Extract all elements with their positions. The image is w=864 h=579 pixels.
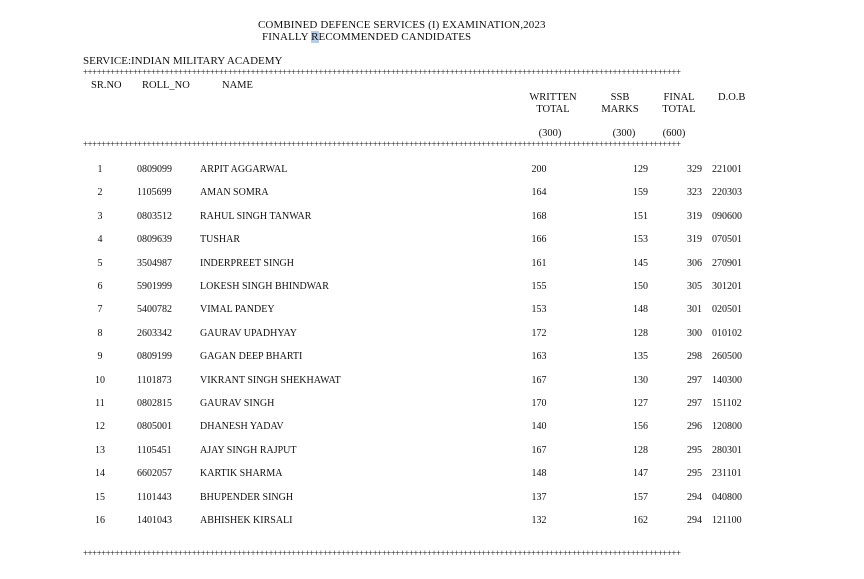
written-total-cell: 200: [531, 164, 547, 175]
written-total-cell: 168: [531, 210, 547, 222]
dob-cell: 270901: [712, 257, 742, 269]
roll-no-cell: 0809199: [137, 351, 172, 363]
col-header-written-line1: WRITTEN: [529, 92, 577, 103]
written-total-cell: 166: [531, 234, 547, 246]
sr-no-cell: 14: [95, 468, 105, 480]
list-subtitle: [262, 31, 471, 43]
candidate-name-cell: VIMAL PANDEY: [200, 304, 275, 316]
ssb-marks-cell: 135: [633, 351, 648, 363]
candidate-name-cell: LOKESH SINGH BHINDWAR: [200, 281, 329, 292]
written-total-cell: 170: [531, 398, 547, 409]
col-header-final: [654, 92, 704, 116]
sr-no-cell: 4: [97, 234, 103, 246]
table-row: [0, 515, 864, 529]
col-header-ssb-line1: SSB: [610, 92, 630, 103]
roll-no-cell: 1105699: [137, 187, 172, 199]
candidate-name-cell: GAGAN DEEP BHARTI: [200, 351, 303, 363]
table-row: [0, 328, 864, 342]
dob-cell: 040800: [712, 491, 742, 503]
ssb-marks-cell: 156: [633, 421, 648, 433]
final-total-cell: 319: [687, 234, 702, 246]
roll-no-cell: 1101873: [137, 374, 172, 386]
col-header-name: NAME: [222, 80, 253, 91]
final-total-cell: 297: [687, 374, 702, 386]
dob-cell: 231101: [712, 468, 742, 480]
ssb-marks-cell: 157: [633, 491, 648, 503]
final-total-cell: 300: [687, 327, 702, 339]
roll-no-cell: 1105451: [137, 444, 172, 456]
table-row: [0, 281, 864, 295]
table-row: [0, 421, 864, 435]
final-total-cell: 298: [687, 351, 702, 363]
candidate-name-cell: RAHUL SINGH TANWAR: [200, 210, 312, 222]
written-max-marks: (300): [538, 128, 562, 139]
candidate-name-cell: GAURAV UPADHYAY: [200, 327, 297, 339]
col-header-written: [524, 92, 582, 116]
dob-cell: 140300: [712, 374, 742, 386]
subtitle-part: ECOMMENDED CANDIDATES: [318, 31, 472, 43]
roll-no-cell: 5400782: [137, 304, 172, 316]
dob-cell: 221001: [712, 164, 742, 175]
sr-no-cell: 8: [97, 327, 103, 339]
candidate-name-cell: ABHISHEK KIRSALI: [200, 515, 293, 526]
candidate-name-cell: ARPIT AGGARWAL: [200, 164, 288, 175]
ssb-marks-cell: 151: [633, 210, 648, 222]
ssb-marks-cell: 128: [633, 327, 648, 339]
subtitle-part: FINALLY: [262, 31, 312, 43]
table-row: [0, 211, 864, 225]
sr-no-cell: 2: [97, 187, 103, 199]
sr-no-cell: 15: [95, 491, 105, 503]
sr-no-cell: 7: [97, 304, 103, 316]
ssb-marks-cell: 129: [633, 164, 648, 175]
col-header-sr: SR.NO: [91, 80, 122, 91]
final-max-marks: (600): [662, 128, 686, 139]
final-total-cell: 296: [687, 421, 702, 433]
sr-no-cell: 9: [97, 351, 103, 363]
written-total-cell: 163: [531, 351, 547, 363]
separator-line: ++++++++++++++++++++++++++++++++++++++++++++++++++++++++++++++++++++++++++++++++++++++++++++++++++++++++++++++++++++++++++++++++++++: [83, 548, 681, 558]
exam-title: COMBINED DEFENCE SERVICES (I) EXAMINATION,2023: [258, 19, 546, 31]
ssb-marks-cell: 145: [633, 257, 648, 269]
table-row: [0, 492, 864, 506]
table-row: [0, 187, 864, 201]
dob-cell: 280301: [712, 444, 742, 456]
dob-cell: 020501: [712, 304, 742, 316]
final-total-cell: 294: [687, 491, 702, 503]
ssb-marks-cell: 127: [633, 398, 648, 409]
dob-cell: 120800: [712, 421, 742, 433]
candidate-name-cell: DHANESH YADAV: [200, 421, 284, 433]
written-total-cell: 153: [531, 304, 547, 316]
ssb-marks-cell: 147: [633, 468, 648, 480]
table-row: [0, 398, 864, 412]
ssb-max-marks: (300): [612, 128, 636, 139]
candidate-name-cell: VIKRANT SINGH SHEKHAWAT: [200, 374, 341, 386]
final-total-cell: 319: [687, 210, 702, 222]
table-row: [0, 468, 864, 482]
written-total-cell: 148: [531, 468, 547, 480]
table-row: [0, 375, 864, 389]
written-total-cell: 172: [531, 327, 547, 339]
text-selection-highlight[interactable]: R: [311, 31, 319, 43]
dob-cell: 090600: [712, 210, 742, 222]
written-total-cell: 164: [531, 187, 547, 199]
roll-no-cell: 2603342: [137, 327, 172, 339]
dob-cell: 260500: [712, 351, 742, 363]
col-header-ssb: [598, 92, 642, 116]
dob-cell: 301201: [712, 281, 742, 292]
dob-cell: 121100: [712, 515, 742, 526]
roll-no-cell: 3504987: [137, 257, 172, 269]
final-total-cell: 306: [687, 257, 702, 269]
table-row: [0, 164, 864, 178]
col-header-roll: ROLL_NO: [142, 80, 190, 91]
written-total-cell: 161: [531, 257, 547, 269]
separator-line: ++++++++++++++++++++++++++++++++++++++++++++++++++++++++++++++++++++++++++++++++++++++++++++++++++++++++++++++++++++++++++++++++++++: [83, 67, 681, 77]
candidate-name-cell: TUSHAR: [200, 234, 241, 246]
final-total-cell: 329: [687, 164, 702, 175]
col-header-dob: D.O.B: [718, 92, 746, 103]
col-header-written-line2: TOTAL: [536, 104, 570, 115]
sr-no-cell: 1: [97, 164, 103, 175]
candidate-name-cell: GAURAV SINGH: [200, 398, 275, 409]
roll-no-cell: 0809099: [137, 164, 172, 175]
candidate-name-cell: INDERPREET SINGH: [200, 257, 294, 269]
ssb-marks-cell: 159: [633, 187, 648, 199]
roll-no-cell: 0805001: [137, 421, 172, 433]
service-label: SERVICE:INDIAN MILITARY ACADEMY: [83, 55, 283, 67]
roll-no-cell: 0809639: [137, 234, 172, 246]
dob-cell: 151102: [712, 398, 742, 409]
ssb-marks-cell: 130: [633, 374, 648, 386]
table-row: [0, 351, 864, 365]
table-row: [0, 445, 864, 459]
col-header-ssb-line2: MARKS: [601, 104, 639, 115]
final-total-cell: 305: [687, 281, 702, 292]
final-total-cell: 295: [687, 444, 702, 456]
candidate-name-cell: AJAY SINGH RAJPUT: [200, 444, 297, 456]
final-total-cell: 297: [687, 398, 702, 409]
sr-no-cell: 6: [97, 281, 103, 292]
final-total-cell: 294: [687, 515, 702, 526]
ssb-marks-cell: 162: [633, 515, 648, 526]
sr-no-cell: 3: [97, 210, 103, 222]
table-row: [0, 234, 864, 248]
written-total-cell: 132: [531, 515, 547, 526]
roll-no-cell: 0802815: [137, 398, 172, 409]
ssb-marks-cell: 153: [633, 234, 648, 246]
dob-cell: 220303: [712, 187, 742, 199]
roll-no-cell: 1401043: [137, 515, 172, 526]
written-total-cell: 137: [531, 491, 547, 503]
ssb-marks-cell: 148: [633, 304, 648, 316]
candidate-name-cell: BHUPENDER SINGH: [200, 491, 294, 503]
ssb-marks-cell: 150: [633, 281, 648, 292]
sr-no-cell: 12: [95, 421, 105, 433]
candidate-name-cell: AMAN SOMRA: [200, 187, 269, 199]
roll-no-cell: 6602057: [137, 468, 172, 480]
table-row: [0, 304, 864, 318]
written-total-cell: 140: [531, 421, 547, 433]
ssb-marks-cell: 128: [633, 444, 648, 456]
roll-no-cell: 0803512: [137, 210, 172, 222]
final-total-cell: 295: [687, 468, 702, 480]
dob-cell: 070501: [712, 234, 742, 246]
roll-no-cell: 1101443: [137, 491, 172, 503]
sr-no-cell: 16: [95, 515, 105, 526]
col-header-final-line2: TOTAL: [662, 104, 696, 115]
written-total-cell: 155: [531, 281, 547, 292]
sr-no-cell: 5: [97, 257, 103, 269]
sr-no-cell: 13: [95, 444, 105, 456]
written-total-cell: 167: [531, 444, 547, 456]
roll-no-cell: 5901999: [137, 281, 172, 292]
dob-cell: 010102: [712, 327, 742, 339]
final-total-cell: 323: [687, 187, 702, 199]
written-total-cell: 167: [531, 374, 547, 386]
separator-line: ++++++++++++++++++++++++++++++++++++++++++++++++++++++++++++++++++++++++++++++++++++++++++++++++++++++++++++++++++++++++++++++++++++: [83, 139, 681, 149]
sr-no-cell: 10: [95, 374, 105, 386]
sr-no-cell: 11: [95, 398, 105, 409]
final-total-cell: 301: [687, 304, 702, 316]
candidate-name-cell: KARTIK SHARMA: [200, 468, 283, 480]
table-row: [0, 258, 864, 272]
col-header-final-line1: FINAL: [663, 92, 695, 103]
